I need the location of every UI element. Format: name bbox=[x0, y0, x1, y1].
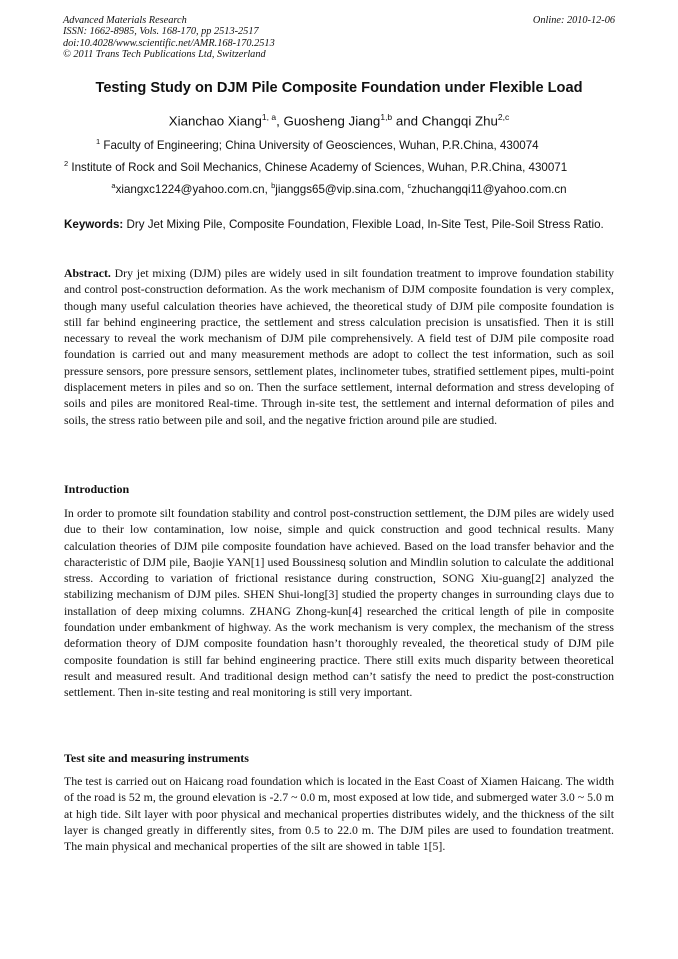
author-name: Guosheng Jiang bbox=[283, 113, 381, 129]
journal-header bbox=[63, 15, 615, 60]
keywords-text: Dry Jet Mixing Pile, Composite Foundation, Flexible Load, In-Site Test, Pile-Soil Stress Ratio. bbox=[123, 218, 604, 231]
abstract bbox=[64, 265, 614, 428]
email-text: jianggs65@vip.sina.com, bbox=[275, 182, 408, 196]
keywords-label: Keywords: bbox=[64, 218, 124, 231]
author-separator: , bbox=[276, 113, 284, 129]
copyright-line: © 2011 Trans Tech Publications Ltd, Switzerland bbox=[63, 48, 266, 60]
email-sup: a bbox=[111, 181, 116, 190]
online-date: Online: 2010-12-06 bbox=[532, 15, 615, 26]
test-site-body: The test is carried out on Haicang road foundation which is located in the East Coast of Xiamen Haicang. The width of the road is 52 m, the ground elevation is -2.7 ~ 0.0 m, most exposed at low tide, and submerged water 3.0 ~ 5.0 m at high tide. Silt layer with poor physical and mechanical properties distributes widely, and the thickness of the silt layer is changed greatly in differently sites, from 0.5 to 22.0 m. The DJM piles are used to foundation treatment. The main physical and mechanical properties of the silt are showed in table 1[5]. bbox=[64, 774, 614, 854]
author-name: Changqi Zhu bbox=[421, 113, 498, 129]
author-emails bbox=[0, 181, 678, 196]
affiliation-sup: 2 bbox=[64, 159, 69, 168]
abstract-text: Dry jet mixing (DJM) piles are widely used in silt foundation treatment to improve foundation stability and control post-construction deformation. As the work mechanism of DJM composite foundation is very complex, though many useful calculation theories have achieved, the theoretical study of DJM pile composite foundation is still far behind engineering practice, the settlement and stress calculation precision is unsatisfied. Then it is still necessary to reveal the work mechanism of DJM pile comprehensively. A field test of DJM pile composite road foundation is carried out and many measurement methods are adopt to collect the test information, such as soil pressure sensors, pore pressure sensors, settlement plates, inclinometer tubes, stratified settlement pipes, multi-point displacement meters in piles and so on. Then the surface settlement, internal deformation and stress developing of soils and piles are monitored Real-time. Through in-site test, the settlement and internal deformation of piles and soils, the stress ratio between pile and soil, and the negative friction around pile are studied. bbox=[64, 266, 614, 427]
journal-name: Advanced Materials Research bbox=[63, 15, 187, 26]
email-sup: c bbox=[407, 181, 412, 190]
email-sup: b bbox=[271, 181, 276, 190]
email-text: zhuchangqi11@yahoo.com.cn bbox=[411, 182, 567, 196]
author-sup: 1,b bbox=[380, 112, 393, 122]
keywords bbox=[64, 217, 616, 233]
introduction-heading: Introduction bbox=[64, 482, 130, 496]
affiliation-sup: 1 bbox=[96, 137, 101, 146]
affiliation-1 bbox=[96, 137, 539, 152]
author-sup: 2,c bbox=[497, 112, 510, 122]
introduction-body: In order to promote silt foundation stability and control post-construction settlement, the DJM piles are widely used due to their low contamination, low noise, simple and quick construction and good technical results. Many calculation theories of DJM pile composite foundation have achieved. Based on the load transfer behavior and the characteristic of DJM pile, Baojie YAN[1] used Boussinesq solution and Mindlin solution to calculate the additional stress. According to variation of frictional resistance during construction, SONG Xiu-guang[2] analyzed the stabilizing mechanism of DJM piles. SHEN Shui-long[3] studied the property changes in surrounding clays due to installation of deep mixing columns. ZHANG Zhong-kun[4] researched the critical length of pile in composite foundation under embankment of highway. As the work mechanism is very complex, the mechanism of the stress deformation theory of DJM composite foundation hasn’t thoroughly revealed, the theoretical study of DJM pile composite foundation is still far behind engineering practice. There still exits much disparity between theoretical result and measured result. And traditional design method can’t satisfy the need to predict the post-construction settlement. Then in-site testing and real monitoring is still very important. bbox=[64, 506, 614, 700]
affiliation-text: Institute of Rock and Soil Mechanics, Chinese Academy of Sciences, Wuhan, P.R.China, 430071 bbox=[68, 160, 568, 174]
paper-title: Testing Study on DJM Pile Composite Foundation under Flexible Load bbox=[95, 80, 583, 96]
author-sup: 1, a bbox=[261, 112, 277, 122]
affiliation-text: Faculty of Engineering; China University of Geosciences, Wuhan, P.R.China, 430074 bbox=[100, 138, 539, 152]
author-separator: and bbox=[392, 113, 422, 129]
email-text: xiangxc1224@yahoo.com.cn, bbox=[115, 182, 272, 196]
abstract-label: Abstract. bbox=[64, 266, 111, 280]
author-name: Xianchao Xiang bbox=[168, 113, 262, 129]
affiliation-2 bbox=[64, 159, 567, 174]
issn-line: ISSN: 1662-8985, Vols. 168-170, pp 2513-2517 bbox=[63, 26, 259, 38]
test-site-heading: Test site and measuring instruments bbox=[64, 751, 249, 765]
doi-line: doi:10.4028/www.scientific.net/AMR.168-170.2513 bbox=[63, 37, 275, 49]
author-list bbox=[0, 112, 678, 128]
